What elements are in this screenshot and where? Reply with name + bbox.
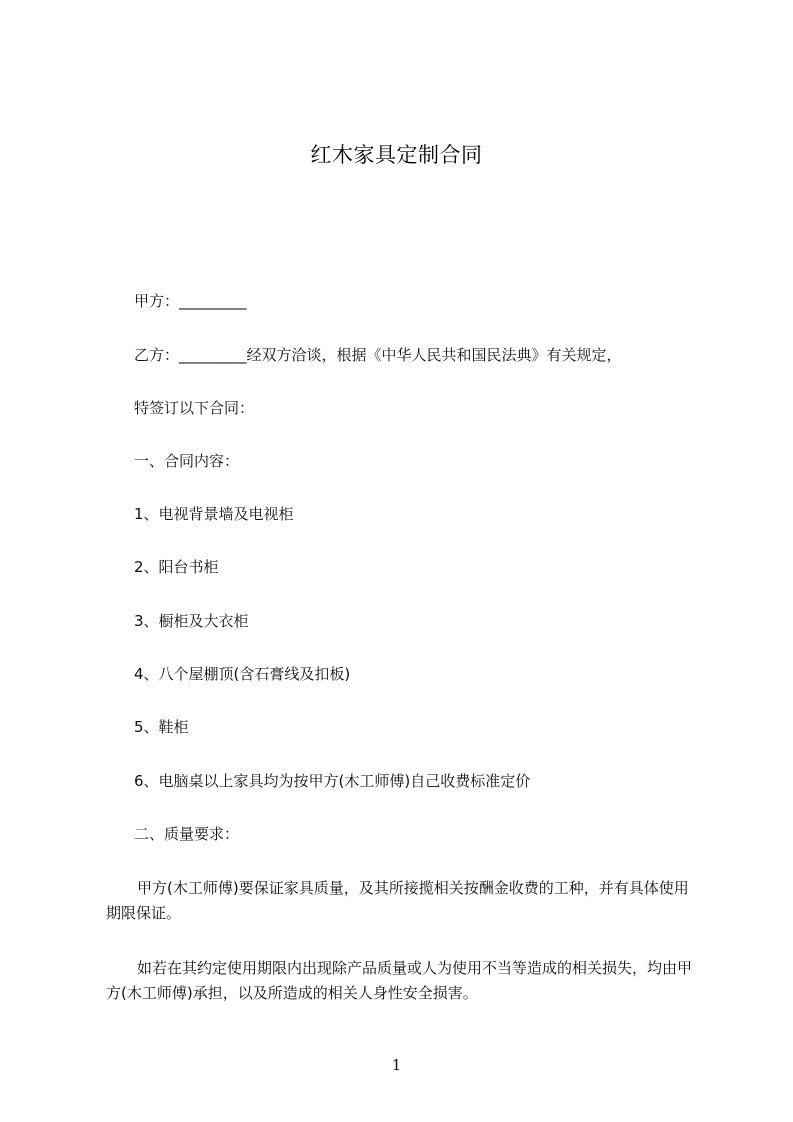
liability-paragraph: 如若在其约定使用期限内出现除产品质量或人为使用不当等造成的相关损失，均由甲方(木工师傅)承担，以及所造成的相关人身性安全损害。 (106, 959, 693, 1002)
contract-item: 1、电视背景墙及电视柜 (134, 505, 294, 523)
section-2-heading: 二、质量要求： (134, 825, 240, 843)
party-b-line: 乙方：_________经双方洽谈，根据《中华人民共和国民法典》有关规定， (134, 346, 622, 364)
quality-paragraph: 甲方(木工师傅)要保证家具质量，及其所接揽相关按酬金收费的工种，并有具体使用期限保证。 (106, 879, 689, 922)
party-a-line: 甲方：_________ (134, 292, 247, 310)
contract-item: 5、鞋柜 (134, 718, 189, 736)
contract-intro: 特签订以下合同： (134, 399, 255, 417)
section-1-heading: 一、合同内容： (134, 452, 240, 470)
document-title: 红木家具定制合同 (310, 143, 483, 167)
page-number: 1 (391, 1056, 402, 1074)
contract-item: 6、电脑桌以上家具均为按甲方(木工师傅)自己收费标准定价 (134, 772, 531, 790)
contract-item: 2、阳台书柜 (134, 558, 219, 576)
contract-item: 4、八个屋棚顶(含石膏线及扣板) (134, 665, 351, 683)
contract-item: 3、橱柜及大衣柜 (134, 612, 249, 630)
